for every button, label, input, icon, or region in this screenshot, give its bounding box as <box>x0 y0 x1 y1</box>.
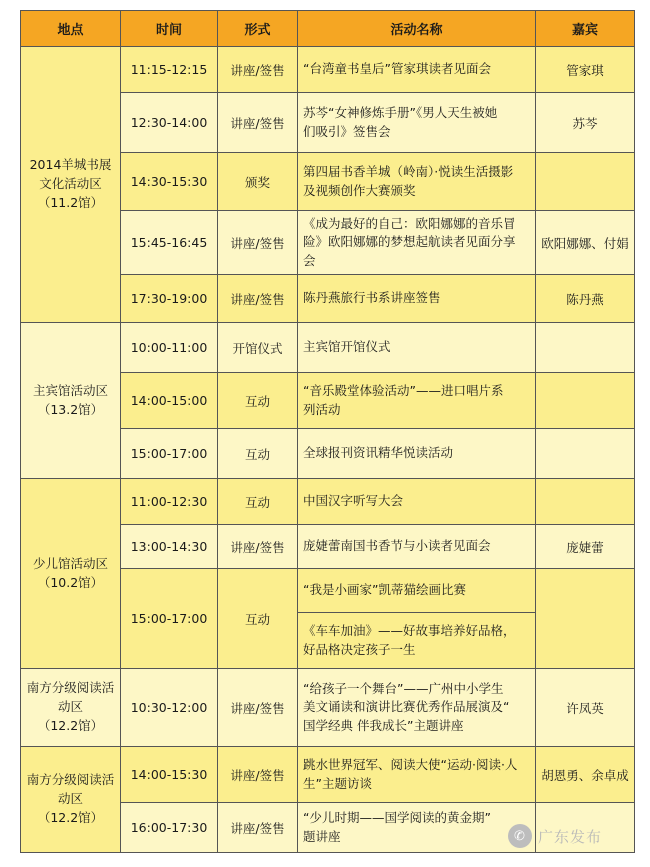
header-time: 时间 <box>121 11 218 47</box>
venue-line: 文化活动区 <box>39 176 102 192</box>
activity-line: 美文诵读和演讲比赛优秀作品展演及“ <box>303 699 510 715</box>
guest-cell <box>536 153 635 211</box>
format-cell: 开馆仪式 <box>218 323 298 373</box>
table-row <box>21 47 635 93</box>
guest-cell <box>536 373 635 429</box>
venue-line: 主宾馆活动区 <box>32 382 108 398</box>
venue-cell <box>21 479 121 669</box>
activity-cell <box>298 525 536 569</box>
venue-cell <box>21 47 121 323</box>
activity-line: 全球报刊资讯精华悦读活动 <box>303 445 454 461</box>
venue-line: 少儿馆活动区 <box>32 555 108 571</box>
wechat-icon: ✆ <box>508 824 532 848</box>
guest-cell: 苏芩 <box>536 93 635 153</box>
guest-cell: 管家琪 <box>536 47 635 93</box>
time-cell: 10:00-11:00 <box>121 323 218 373</box>
schedule-table <box>20 10 635 853</box>
venue-cell <box>21 669 121 747</box>
activity-line: 们吸引》签售会 <box>303 123 391 139</box>
activity-line: 主宾馆开馆仪式 <box>303 339 391 355</box>
activity-cell <box>298 669 536 747</box>
activity-line: 生”主题访谈 <box>303 775 372 791</box>
time-cell: 15:00-17:00 <box>121 429 218 479</box>
time-cell: 15:00-17:00 <box>121 569 218 669</box>
venue-line: 2014羊城书展 <box>29 157 112 173</box>
format-cell: 互动 <box>218 373 298 429</box>
time-cell: 13:00-14:30 <box>121 525 218 569</box>
time-cell: 10:30-12:00 <box>121 669 218 747</box>
format-cell: 讲座/签售 <box>218 669 298 747</box>
format-cell: 讲座/签售 <box>218 275 298 323</box>
activity-line: 险》欧阳娜娜的梦想起航读者见面分享 <box>303 234 516 250</box>
guest-cell <box>536 479 635 525</box>
format-cell: 讲座/签售 <box>218 211 298 275</box>
time-cell: 12:30-14:00 <box>121 93 218 153</box>
activity-line: “台湾童书皇后”管家琪读者见面会 <box>303 61 491 77</box>
watermark-text: 广东发布 <box>538 827 603 846</box>
venue-line: 南方分级阅读活 <box>26 680 115 696</box>
guest-cell <box>536 569 635 669</box>
activity-line: 苏芩“女神修炼手册”《男人天生被她 <box>303 105 498 121</box>
activity-line: 中国汉字听写大会 <box>303 493 404 509</box>
guest-cell <box>536 323 635 373</box>
guest-cell: 陈丹燕 <box>536 275 635 323</box>
venue-cell <box>21 323 121 479</box>
activity-cell <box>298 275 536 323</box>
time-cell: 11:15-12:15 <box>121 47 218 93</box>
activity-cell <box>298 211 536 275</box>
format-cell: 讲座/签售 <box>218 747 298 803</box>
activity-cell <box>298 803 536 853</box>
venue-line: （12.2馆） <box>37 809 104 825</box>
activity-cell <box>298 479 536 525</box>
venue-line: 动区 <box>57 699 83 715</box>
format-cell: 讲座/签售 <box>218 93 298 153</box>
table-row <box>21 669 635 747</box>
activity-line: 会 <box>303 252 316 268</box>
time-cell: 14:00-15:30 <box>121 747 218 803</box>
activity-cell <box>298 153 536 211</box>
activity-line: “给孩子一个舞台”——广州中小学生 <box>303 681 504 697</box>
header-format: 形式 <box>218 11 298 47</box>
activity-line: “我是小画家”凯蒂猫绘画比赛 <box>303 582 466 598</box>
time-cell: 17:30-19:00 <box>121 275 218 323</box>
header-row <box>21 11 635 47</box>
activity-line: 跳水世界冠军、阅读大使“运动·阅读·人 <box>303 757 518 773</box>
activity-line: 国学经典 伴我成长”主题讲座 <box>303 717 464 733</box>
activity-cell <box>298 429 536 479</box>
activity-cell <box>298 613 536 669</box>
table-row <box>21 323 635 373</box>
guest-cell: 许凤英 <box>536 669 635 747</box>
venue-line: 南方分级阅读活 <box>26 772 115 788</box>
activity-cell <box>298 747 536 803</box>
activity-cell <box>298 323 536 373</box>
format-cell: 互动 <box>218 569 298 669</box>
header-location: 地点 <box>21 11 121 47</box>
time-cell: 14:00-15:00 <box>121 373 218 429</box>
format-cell: 互动 <box>218 429 298 479</box>
activity-cell <box>298 93 536 153</box>
venue-line: 动区 <box>57 791 83 807</box>
table-row <box>21 479 635 525</box>
activity-cell <box>298 569 536 613</box>
activity-line: 陈丹燕旅行书系讲座签售 <box>303 290 441 306</box>
format-cell: 讲座/签售 <box>218 525 298 569</box>
venue-line: （12.2馆） <box>37 717 104 733</box>
activity-line: 《车车加油》——好故事培养好品格， <box>303 623 516 639</box>
header-guest: 嘉宾 <box>536 11 635 47</box>
activity-line: 及视频创作大赛颁奖 <box>303 182 416 198</box>
guest-cell <box>536 429 635 479</box>
activity-cell <box>298 47 536 93</box>
watermark <box>508 822 602 850</box>
activity-cell <box>298 373 536 429</box>
venue-line: （11.2馆） <box>37 194 104 210</box>
venue-line: （13.2馆） <box>37 401 104 417</box>
venue-line: （10.2馆） <box>37 574 104 590</box>
guest-cell: 胡恩勇、余卓成 <box>536 747 635 803</box>
format-cell: 颁奖 <box>218 153 298 211</box>
guest-cell: 庞婕蕾 <box>536 525 635 569</box>
header-activity: 活动名称 <box>298 11 536 47</box>
format-cell: 讲座/签售 <box>218 47 298 93</box>
activity-line: 题讲座 <box>303 828 341 844</box>
table-row <box>21 747 635 803</box>
venue-cell <box>21 747 121 853</box>
activity-line: 庞婕蕾南国书香节与小读者见面会 <box>303 538 491 554</box>
activity-line: 列活动 <box>303 401 341 417</box>
format-cell: 讲座/签售 <box>218 803 298 853</box>
guest-cell: 欧阳娜娜、付娟 <box>536 211 635 275</box>
time-cell: 11:00-12:30 <box>121 479 218 525</box>
format-cell: 互动 <box>218 479 298 525</box>
time-cell: 14:30-15:30 <box>121 153 218 211</box>
activity-line: “音乐殿堂体验活动”——进口唱片系 <box>303 383 504 399</box>
activity-line: 《成为最好的自己：欧阳娜娜的音乐冒 <box>303 216 516 232</box>
activity-line: 好品格决定孩子一生 <box>303 641 416 657</box>
time-cell: 15:45-16:45 <box>121 211 218 275</box>
activity-line: “少儿时期——国学阅读的黄金期” <box>303 810 491 826</box>
time-cell: 16:00-17:30 <box>121 803 218 853</box>
activity-line: 第四届书香羊城（岭南）·悦读生活摄影 <box>303 164 514 180</box>
